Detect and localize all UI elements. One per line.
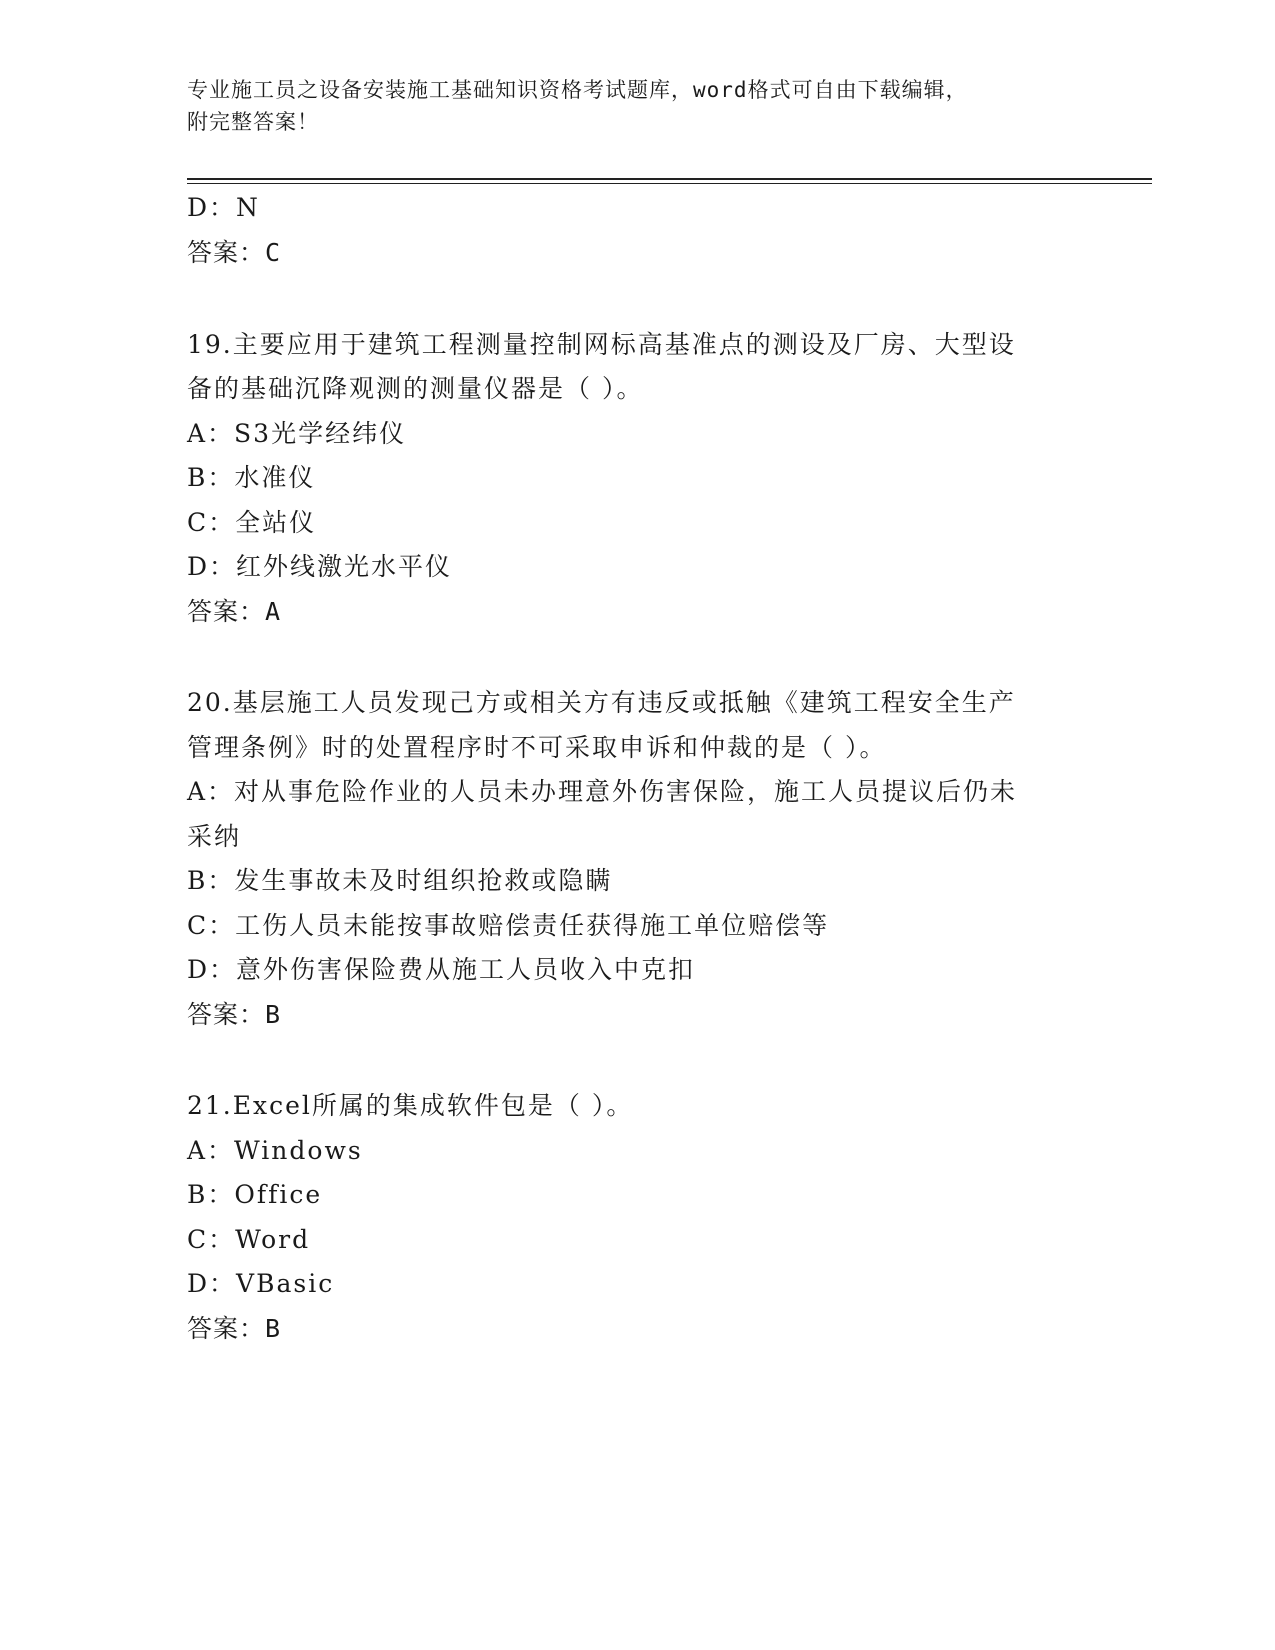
header-divider-thin: [187, 183, 1152, 184]
q20-option-b: B：发生事故未及时组织抢救或隐瞒: [187, 866, 613, 895]
q21-option-c: C：Word: [187, 1225, 311, 1254]
q20-answer: [187, 998, 281, 1032]
prev-option-d: D：N: [187, 193, 260, 222]
header-line-2: 附完整答案！: [187, 110, 319, 134]
q19-option-a: A：S3光学经纬仪: [187, 419, 407, 448]
q21-option-b: B：Office: [187, 1180, 323, 1209]
q20-stem-line-2: 管理条例》时的处置程序时不可采取申诉和仲裁的是（ ）。: [187, 733, 887, 762]
q20-stem-line-1: 20.基层施工人员发现己方或相关方有违反或抵触《建筑工程安全生产: [187, 688, 1016, 717]
q19-answer: [187, 595, 281, 629]
answer-label: 答案：: [187, 597, 266, 626]
answer-value: B: [265, 1000, 282, 1029]
q21-option-d: D：VBasic: [187, 1269, 335, 1298]
q20-option-c: C：工伤人员未能按事故赔偿责任获得施工单位赔偿等: [187, 911, 830, 940]
q19-option-b: B：水准仪: [187, 463, 316, 492]
q21-stem-line-1: 21.Excel所属的集成软件包是（ ）。: [187, 1091, 634, 1120]
answer-label: 答案：: [187, 238, 266, 267]
q19-option-d: D：红外线激光水平仪: [187, 552, 453, 581]
q21-answer: [187, 1312, 281, 1346]
header-divider-thick: [187, 178, 1152, 180]
header-line-1: 专业施工员之设备安装施工基础知识资格考试题库，word格式可自由下载编辑，: [187, 78, 968, 102]
prev-answer: [187, 236, 281, 270]
q19-stem-line-1: 19.主要应用于建筑工程测量控制网标高基准点的测设及厂房、大型设: [187, 330, 1016, 359]
answer-value: A: [265, 597, 282, 626]
answer-value: C: [265, 238, 282, 267]
answer-label: 答案：: [187, 1000, 266, 1029]
q20-option-a-cont: 采纳: [187, 822, 242, 851]
q20-option-a: A：对从事危险作业的人员未办理意外伤害保险，施工人员提议后仍未: [187, 777, 1018, 806]
q20-option-d: D：意外伤害保险费从施工人员收入中克扣: [187, 955, 696, 984]
document-header: [187, 74, 1087, 138]
answer-value: B: [265, 1314, 282, 1343]
q21-option-a: A：Windows: [187, 1136, 363, 1165]
answer-label: 答案：: [187, 1314, 266, 1343]
q19-option-c: C：全站仪: [187, 508, 317, 537]
q19-stem-line-2: 备的基础沉降观测的测量仪器是（ ）。: [187, 374, 644, 403]
